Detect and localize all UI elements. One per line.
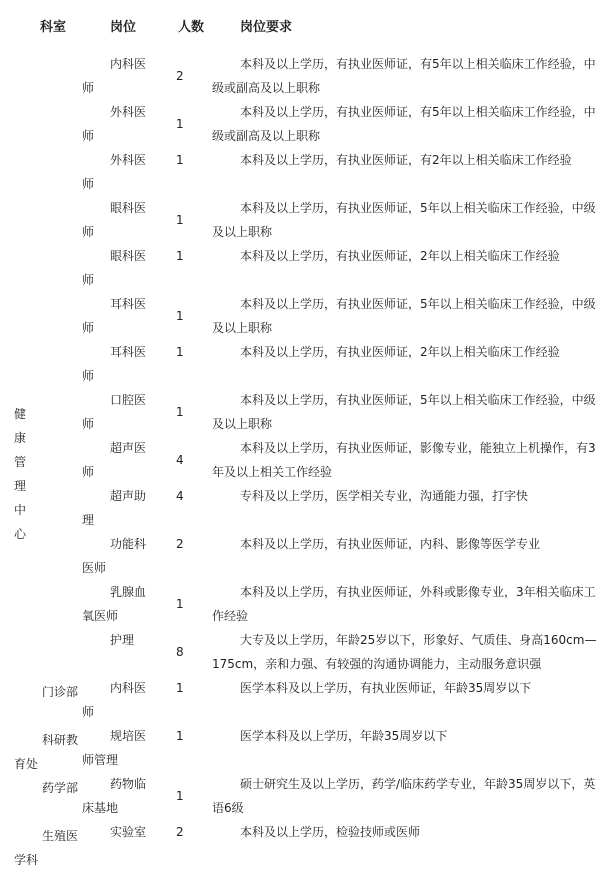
requirements bbox=[212, 628, 602, 676]
position-name-line1: 超声助 bbox=[110, 489, 147, 503]
position-name-line2: 医师 bbox=[82, 561, 107, 575]
position-name-line1: 口腔医 bbox=[110, 393, 147, 407]
dept-char: 管 bbox=[13, 455, 26, 469]
position-name-line1: 功能科 bbox=[110, 537, 147, 551]
header-position: 岗位 bbox=[110, 20, 137, 35]
requirements bbox=[212, 52, 602, 100]
dept-name-line1: 生殖医 bbox=[42, 829, 79, 843]
position-name-line2: 师 bbox=[82, 417, 95, 431]
requirements bbox=[212, 100, 602, 148]
dept-char: 康 bbox=[13, 431, 26, 445]
position-name-line1: 内科医 bbox=[110, 681, 147, 695]
headcount: 1 bbox=[176, 789, 184, 803]
requirements bbox=[212, 436, 602, 484]
headcount: 1 bbox=[176, 681, 184, 695]
dept-health-management-center bbox=[12, 402, 28, 546]
headcount: 1 bbox=[176, 405, 184, 419]
requirements-line1: 硕士研究生及以上学历，药学/临床药学专业，年龄35周岁以下，英 bbox=[240, 777, 596, 791]
position-name-line2: 师 bbox=[82, 81, 95, 95]
requirements bbox=[212, 724, 602, 748]
header-count: 人数 bbox=[178, 20, 205, 35]
requirements-line1: 本科及以上学历，有执业医师证，影像专业，能独立上机操作，有3 bbox=[240, 441, 596, 455]
headcount: 1 bbox=[176, 309, 184, 323]
requirements bbox=[212, 820, 602, 844]
position-name-line1: 规培医 bbox=[110, 729, 147, 743]
headcount: 1 bbox=[176, 213, 184, 227]
requirements-line1: 医学本科及以上学历，年龄35周岁以下 bbox=[240, 729, 448, 743]
headcount: 2 bbox=[176, 69, 184, 83]
requirements bbox=[212, 292, 602, 340]
requirements-line1: 本科及以上学历，有执业医师证，2年以上相关临床工作经验 bbox=[240, 249, 560, 263]
position-name-line1: 眼科医 bbox=[110, 249, 147, 263]
headcount: 8 bbox=[176, 645, 184, 659]
position-name-line1: 实验室 bbox=[110, 825, 147, 839]
requirements-line2: 175cm，亲和力强、有较强的沟通协调能力，主动服务意识强 bbox=[212, 657, 542, 671]
requirements-line2: 及以上职称 bbox=[212, 417, 273, 431]
position-name-line1: 超声医 bbox=[110, 441, 147, 455]
headcount: 1 bbox=[176, 597, 184, 611]
requirements bbox=[212, 532, 602, 556]
dept-name-line1: 药学部 bbox=[42, 781, 79, 795]
requirements-line1: 本科及以上学历，有执业医师证，有2年以上相关临床工作经验 bbox=[240, 153, 572, 167]
position-name-line1: 护理 bbox=[110, 633, 135, 647]
requirements-line1: 本科及以上学历，有执业医师证，有5年以上相关临床工作经验，中 bbox=[240, 105, 596, 119]
position-name-line1: 耳科医 bbox=[110, 297, 147, 311]
position-name-line2: 师 bbox=[82, 369, 95, 383]
requirements-line1: 本科及以上学历，有执业医师证，2年以上相关临床工作经验 bbox=[240, 345, 560, 359]
dept-char: 心 bbox=[13, 527, 26, 541]
header-dept: 科室 bbox=[40, 20, 67, 35]
header-requirements: 岗位要求 bbox=[240, 20, 293, 35]
requirements bbox=[212, 580, 602, 628]
position-name-line2: 师 bbox=[82, 273, 95, 287]
position-name-line1: 眼科医 bbox=[110, 201, 147, 215]
requirements-line1: 本科及以上学历，检验技师或医师 bbox=[240, 825, 421, 839]
position-name-line2: 师 bbox=[82, 129, 95, 143]
headcount: 1 bbox=[176, 345, 184, 359]
requirements-line2: 及以上职称 bbox=[212, 321, 273, 335]
dept-char: 理 bbox=[13, 479, 26, 493]
requirements-line1: 本科及以上学历，有执业医师证，5年以上相关临床工作经验，中级 bbox=[240, 297, 596, 311]
position-name-line1: 乳腺血 bbox=[110, 585, 147, 599]
position-name-line1: 外科医 bbox=[110, 153, 147, 167]
requirements-line1: 本科及以上学历，有执业医师证，5年以上相关临床工作经验，中级 bbox=[240, 201, 596, 215]
requirements bbox=[212, 772, 602, 820]
requirements-line1: 本科及以上学历，有执业医师证，有5年以上相关临床工作经验，中 bbox=[240, 57, 596, 71]
position-name-line2: 氧医师 bbox=[82, 609, 119, 623]
position-name-line2: 师 bbox=[82, 465, 95, 479]
requirements bbox=[212, 244, 602, 268]
position-name-line1: 药物临 bbox=[110, 777, 147, 791]
dept-char: 健 bbox=[13, 407, 26, 421]
requirements-line1: 本科及以上学历，有执业医师证，5年以上相关临床工作经验，中级 bbox=[240, 393, 596, 407]
position-name-line1: 耳科医 bbox=[110, 345, 147, 359]
requirements-line1: 本科及以上学历，有执业医师证，内科、影像等医学专业 bbox=[240, 537, 541, 551]
requirements-line2: 及以上职称 bbox=[212, 225, 273, 239]
requirements-line2: 作经验 bbox=[212, 609, 249, 623]
dept-name-line1: 科研教 bbox=[42, 733, 79, 747]
headcount: 4 bbox=[176, 489, 184, 503]
dept-name-line2: 育处 bbox=[14, 757, 39, 771]
dept-name-line1: 门诊部 bbox=[42, 685, 79, 699]
dept-char: 中 bbox=[13, 503, 26, 517]
headcount: 1 bbox=[176, 249, 184, 263]
position-name-line2: 师管理 bbox=[82, 753, 119, 767]
requirements-line2: 级或副高及以上职称 bbox=[212, 81, 321, 95]
requirements-line1: 专科及以上学历，医学相关专业，沟通能力强，打字快 bbox=[240, 489, 529, 503]
requirements-line1: 医学本科及以上学历，有执业医师证，年龄35周岁以下 bbox=[240, 681, 532, 695]
position-name-line2: 床基地 bbox=[82, 801, 119, 815]
dept-name-line2: 学科 bbox=[14, 853, 39, 867]
headcount: 1 bbox=[176, 117, 184, 131]
requirements bbox=[212, 484, 602, 508]
headcount: 2 bbox=[176, 537, 184, 551]
position-name-line2: 师 bbox=[82, 321, 95, 335]
requirements-line1: 大专及以上学历，年龄25岁以下，形象好、气质佳、身高160cm— bbox=[240, 633, 597, 647]
requirements-line2: 级或副高及以上职称 bbox=[212, 129, 321, 143]
requirements-line1: 本科及以上学历，有执业医师证，外科或影像专业，3年相关临床工 bbox=[240, 585, 596, 599]
requirements bbox=[212, 676, 602, 700]
headcount: 2 bbox=[176, 825, 184, 839]
position-name-line1: 内科医 bbox=[110, 57, 147, 71]
requirements-line2: 语6级 bbox=[212, 801, 244, 815]
position-name-line2: 师 bbox=[82, 225, 95, 239]
requirements bbox=[212, 196, 602, 244]
position-name-line2: 理 bbox=[82, 513, 95, 527]
position-name-line1: 外科医 bbox=[110, 105, 147, 119]
requirements bbox=[212, 340, 602, 364]
headcount: 1 bbox=[176, 729, 184, 743]
requirements bbox=[212, 148, 602, 172]
requirements bbox=[212, 388, 602, 436]
headcount: 4 bbox=[176, 453, 184, 467]
position-name-line2: 师 bbox=[82, 177, 95, 191]
position-name-line2: 师 bbox=[82, 705, 95, 719]
requirements-line2: 年及以上相关工作经验 bbox=[212, 465, 333, 479]
headcount: 1 bbox=[176, 153, 184, 167]
